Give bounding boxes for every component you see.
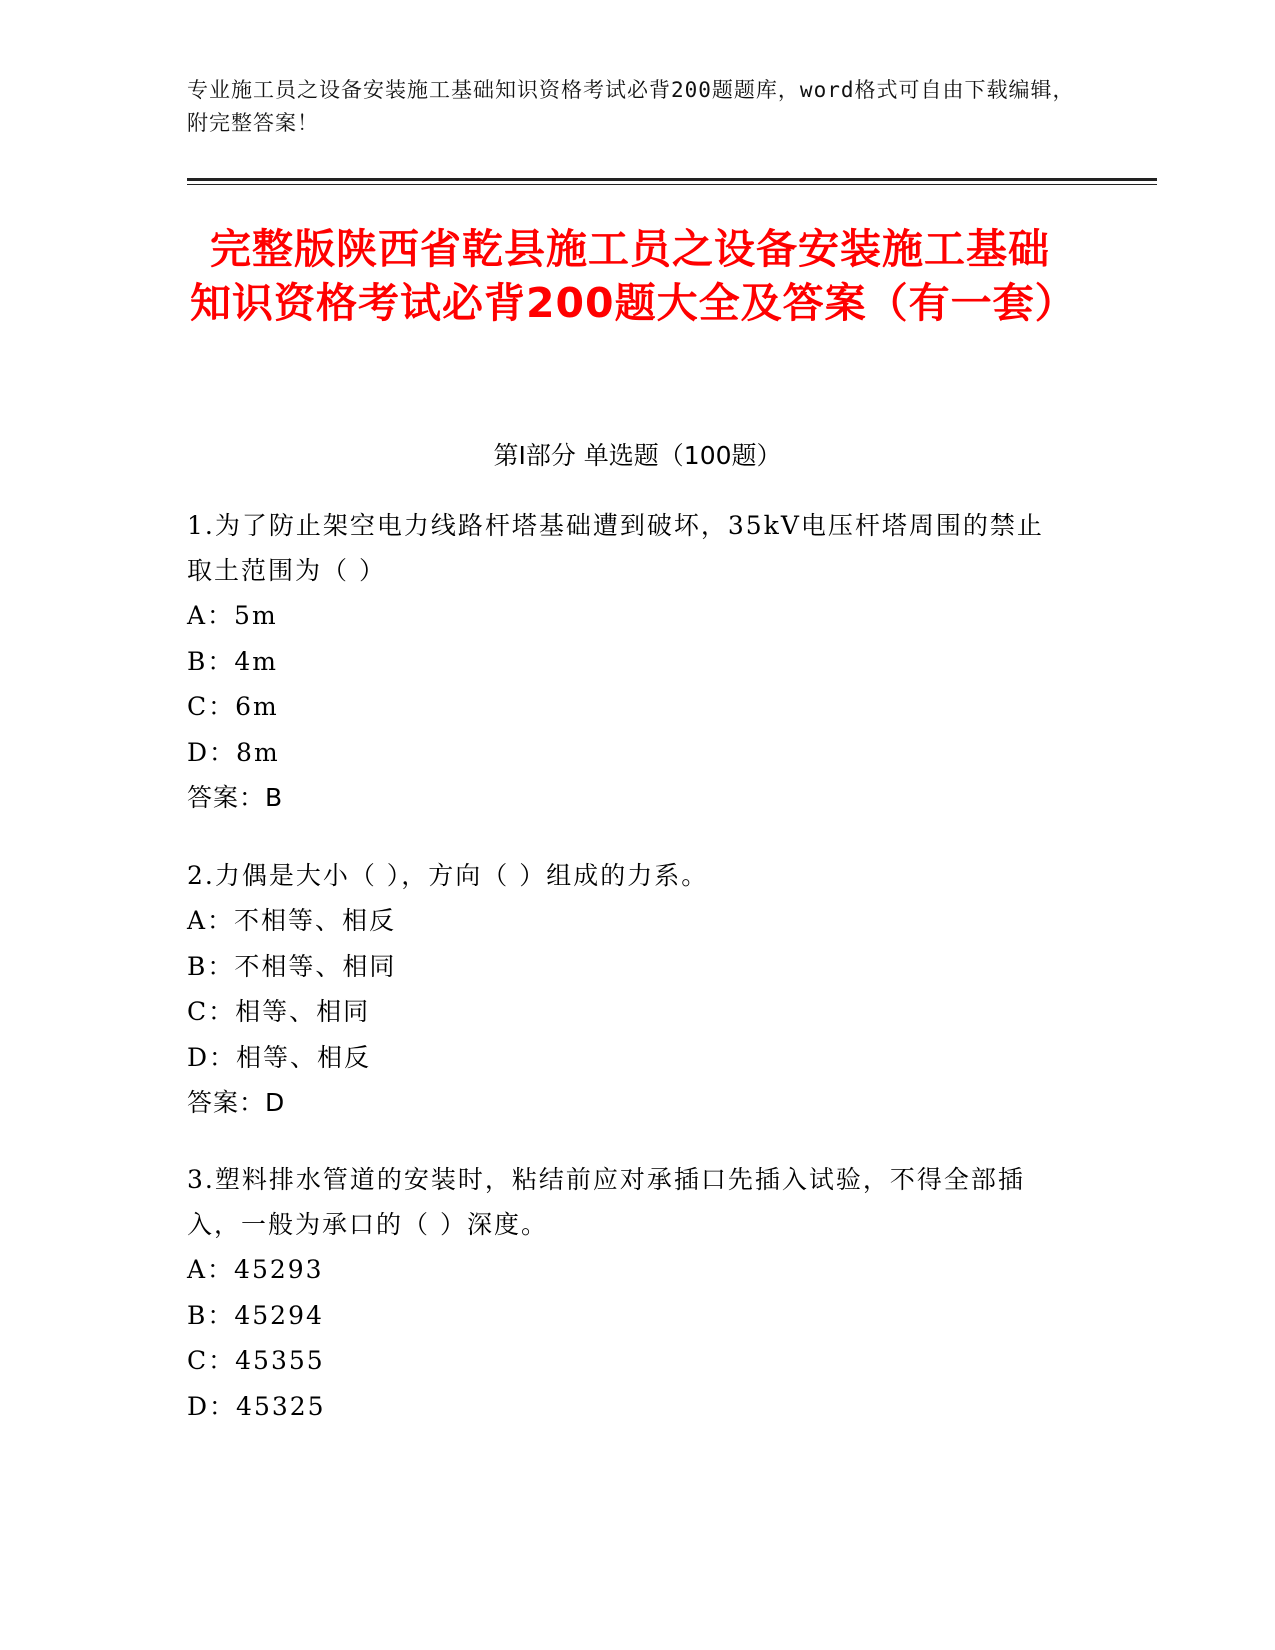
question-stem: 2.力偶是大小（ ），方向（ ）组成的力系。	[187, 861, 709, 890]
section-heading: 第I部分 单选题（100题）	[493, 441, 782, 470]
header-divider-thick	[187, 178, 1157, 181]
answer-line	[187, 1080, 1067, 1126]
header-note: 专业施工员之设备安装施工基础知识资格考试必背200题题库，word格式可自由下载编辑，附完整答案！	[187, 78, 1075, 135]
answer-label: 答案：	[187, 783, 266, 812]
answer-value: D	[265, 1088, 285, 1117]
option-b: B：4m	[187, 646, 278, 676]
option-a: A：45293	[187, 1255, 324, 1284]
question-1	[187, 503, 1067, 821]
document-title: 完整版陕西省乾县施工员之设备安装施工基础知识资格考试必背200题大全及答案（有一套）	[190, 225, 1077, 327]
option-a: A：5m	[187, 601, 278, 630]
option-b: B：45294	[187, 1300, 324, 1330]
answer-line	[187, 775, 1067, 821]
option-c: C：6m	[187, 692, 279, 721]
question-stem: 3.塑料排水管道的安装时，粘结前应对承插口先插入试验，不得全部插入，一般为承口的（ ）深度。	[187, 1165, 1025, 1239]
header-divider-thin	[187, 184, 1157, 185]
option-c: C：45355	[187, 1346, 325, 1375]
question-2	[187, 853, 1067, 1126]
answer-label: 答案：	[187, 1088, 266, 1117]
question-3	[187, 1157, 1067, 1429]
answer-value: B	[265, 783, 283, 812]
option-d: D：45325	[187, 1391, 326, 1421]
question-stem: 1.为了防止架空电力线路杆塔基础遭到破坏，35kV电压杆塔周围的禁止取土范围为（ ）	[187, 511, 1044, 585]
option-a: A：不相等、相反	[187, 906, 397, 935]
option-b: B：不相等、相同	[187, 951, 397, 981]
option-d: D：相等、相反	[187, 1042, 372, 1072]
option-c: C：相等、相同	[187, 997, 371, 1026]
option-d: D：8m	[187, 737, 280, 767]
